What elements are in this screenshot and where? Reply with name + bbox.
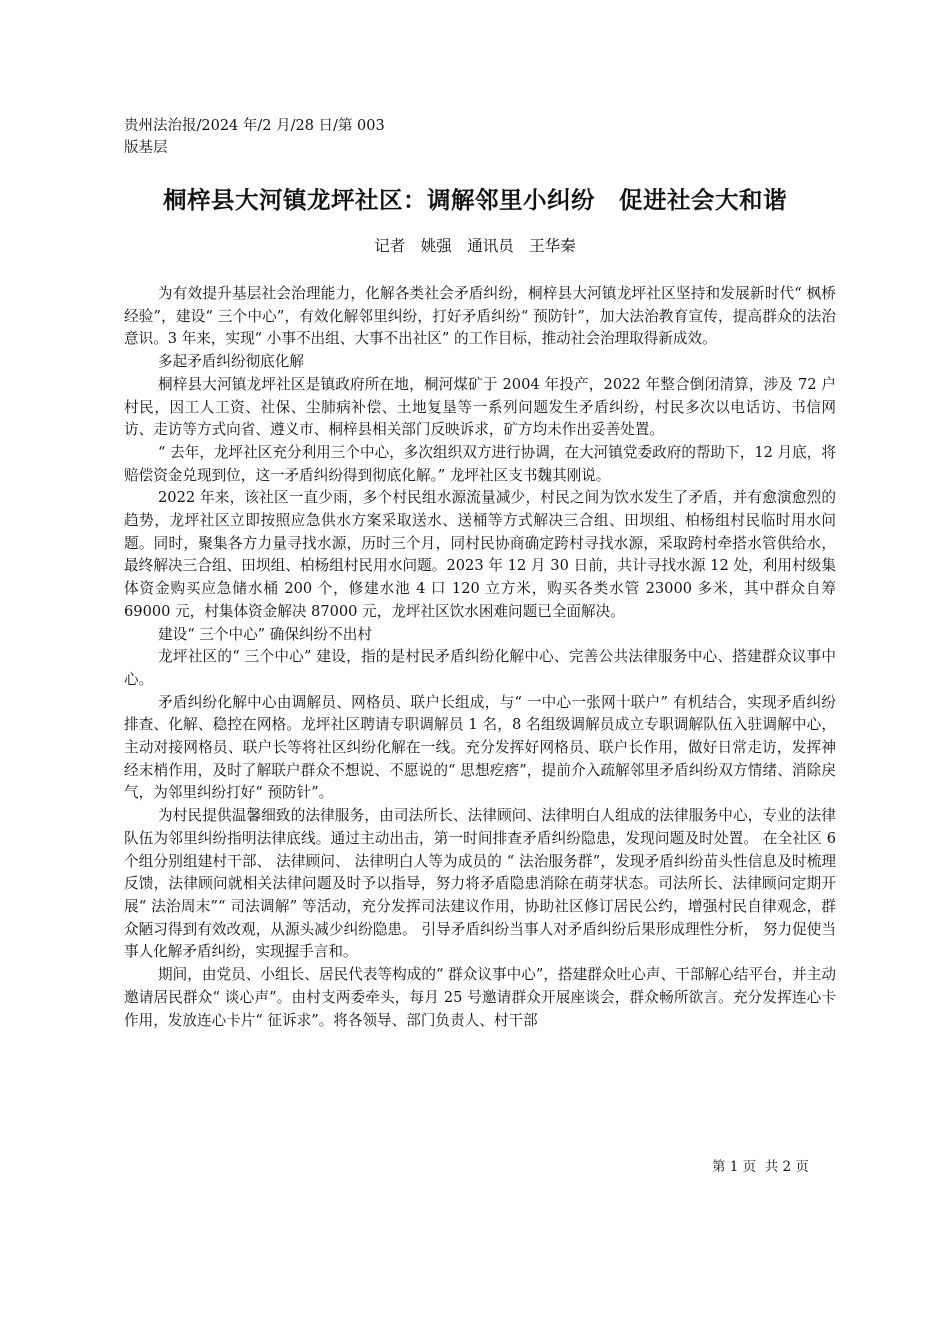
subheading-2: 建设“ 三个中心” 确保纠纷不出村	[158, 625, 372, 643]
paragraph-intro: 为有效提升基层社会治理能力，化解各类社会矛盾纠纷，桐梓县大河镇龙坪社区坚持和发展新时代“ 枫桥经验”，建设“ 三个中心”，有效化解邻里纠纷，打好矛盾纠纷“ 预防针”，加大法治教育宣传，提高群众的法治意识。3 年来，实现“ 小事不出组、大事不出社区” 的工作目标，推动社会治理取得新成效。	[124, 285, 836, 348]
paragraph: 期间，由党员、小组长、居民代表等构成的“ 群众议事中心”，搭建群众吐心声、干部解心结平台，并主动邀请居民群众“ 谈心声”。由村支两委牵头，每月 25 号邀请群众开展座谈会，群众畅所欲言。充分发挥连心卡作用，发放连心卡片“ 征诉求”。将各领导、部门负责人、村干部	[124, 966, 836, 1029]
section-name: 版基层	[124, 140, 168, 156]
subheading-1: 多起矛盾纠纷彻底化解	[158, 353, 304, 371]
publication-meta	[124, 115, 385, 159]
source-line: 贵州法治报/2024 年/2 月/28 日/第 003	[124, 118, 385, 134]
paragraph-quote: “ 去年，龙坪社区充分利用三个中心，多次组织双方进行协调，在大河镇党委政府的帮助下，12 月底，将赔偿资金兑现到位，这一矛盾纠纷得到彻底化解。” 龙坪社区支书魏其刚说。	[124, 443, 836, 484]
page-indicator: 第 1 页 共 2 页	[712, 1159, 809, 1175]
paragraph: 龙坪社区的“ 三个中心” 建设，指的是村民矛盾纠纷化解中心、完善公共法律服务中心、搭建群众议事中心。	[124, 648, 836, 688]
article-body	[124, 283, 836, 1032]
article-title: 桐梓县大河镇龙坪社区：调解邻里小纠纷 促进社会大和谐	[163, 186, 787, 214]
paragraph: 2022 年来，该社区一直少雨，多个村民组水源流量减少，村民之间为饮水发生了矛盾，并有愈演愈烈的趋势，龙坪社区立即按照应急供水方案采取送水、送桶等方式解决三合组、田坝组、柏杨组村民临时用水问题。同时，聚集各方力量寻找水源，历时三个月，同村民协商确定跨村寻找水源，采取跨村牵搭水管供给水，最终解决三合组、田坝组、柏杨组村民用水问题。2023 年 12 月 30 日前，共计寻找水源 12 处，利用村级集体资金购买应急储水桶 200 个，修建水池 4 口 120 立方米，购买各类水管 23000 多米，其中群众自筹 69000 元，村集体资金解决 87000 元，龙坪社区饮水困难问题已全面解决。	[124, 489, 836, 620]
article-byline: 记者 姚强 通讯员 王华秦	[374, 237, 576, 255]
paragraph: 矛盾纠纷化解中心由调解员、网格员、联户长组成，与“ 一中心一张网十联户” 有机结合，实现矛盾纠纷排查、化解、稳控在网格。龙坪社区聘请专职调解员 1 名，8 名组级调解员成立专职调解队伍入驻调解中心，主动对接网格员、联户长等将社区纠纷化解在一线。充分发挥好网格员、联户长作用，做好日常走访，发挥神经末梢作用，及时了解联户群众不想说、不愿说的“ 思想疙瘩”，提前介入疏解邻里矛盾纠纷双方情绪、消除戾气，为邻里纠纷打好“ 预防针”。	[124, 693, 836, 802]
paragraph: 桐梓县大河镇龙坪社区是镇政府所在地，桐河煤矿于 2004 年投产，2022 年整合倒闭清算，涉及 72 户村民，因工人工资、社保、尘肺病补偿、土地复垦等一系列问题发生矛盾纠纷，村民多次以电话访、书信网访、走访等方式向省、遵义市、桐梓县相关部门反映诉求，矿方均未作出妥善处置。	[124, 375, 836, 439]
paragraph: 为村民提供温馨细致的法律服务，由司法所长、法律顾问、法律明白人组成的法律服务中心，专业的法律队伍为邻里纠纷指明法律底线。通过主动出击，第一时间排查矛盾纠纷隐患，发现问题及时处置。 在全社区 6 个组分别组建村干部、 法律顾问、 法律明白人等为成员的 “ 法治服务群”，发现矛盾纠纷苗头性信息及时梳理反馈，法律顾问就相关法律问题及时予以指导，努力将矛盾隐患消除在萌芽状态。司法所长、法律顾问定期开展“ 法治周末”“ 司法调解” 等活动，充分发挥司法建议作用，协助社区修订居民公约，增强村民自律观念，群众陋习得到有效改观，从源头减少纠纷隐患。 引导矛盾纠纷当事人对矛盾纠纷后果形成理性分析， 努力促使当事人化解矛盾纠纷，实现握手言和。	[124, 807, 836, 961]
